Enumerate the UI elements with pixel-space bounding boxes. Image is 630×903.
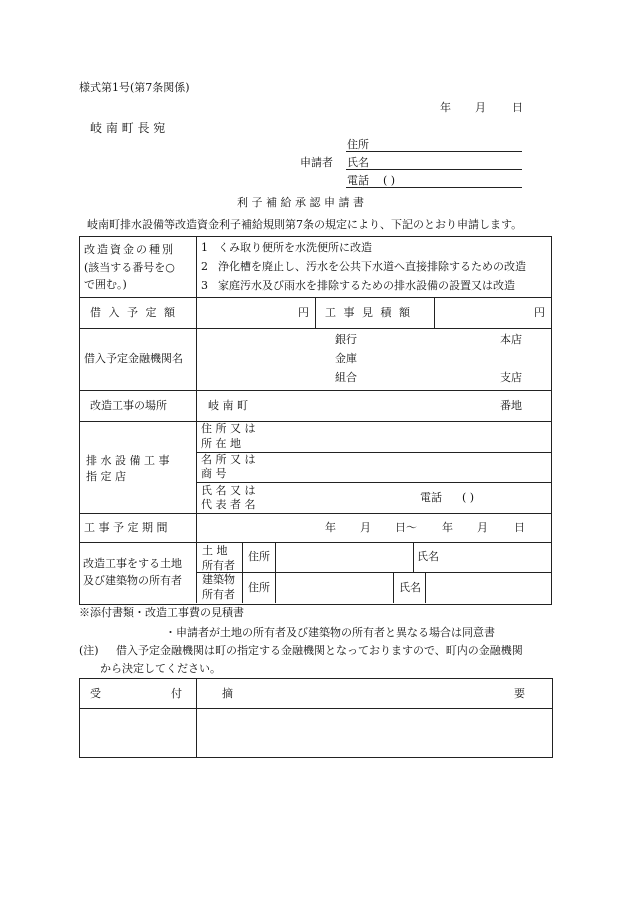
contractor-phone-label: 電話: [420, 491, 442, 504]
note-prefix: (注): [79, 644, 99, 657]
applicant-name-line[interactable]: [346, 169, 522, 170]
contractor-label-1: 排 水 設 備 工 事: [86, 454, 170, 467]
funding-option-1: くみ取り便所を水洗便所に改造: [218, 241, 372, 254]
location-town: 岐 南 町: [208, 399, 248, 412]
date-day-label: 日: [512, 101, 523, 114]
applicant-phone-label: 電話: [347, 174, 369, 187]
funding-option-1-no[interactable]: 1: [201, 241, 208, 254]
applicant-address-line[interactable]: [346, 151, 522, 152]
institution-shinkin: 金庫: [335, 352, 357, 365]
institution-union: 組合: [335, 371, 357, 384]
funding-type-label-1: 改造資金の種別: [84, 243, 175, 256]
applicant-address-label: 住所: [347, 138, 369, 151]
schedule-year-2: 年: [442, 521, 453, 534]
location-label: 改造工事の場所: [90, 399, 167, 412]
schedule-day-2: 日: [514, 521, 525, 534]
contractor-name-label-2: 商 号: [201, 467, 227, 480]
schedule-month: 月: [360, 521, 371, 534]
loan-amount-label: 借 入 予 定 額: [90, 306, 177, 319]
funding-option-3: 家庭汚水及び雨水を排除するための排水設備の設置又は改造: [218, 279, 515, 292]
location-banchi: 番地: [500, 399, 522, 412]
land-owner-label-2: 所有者: [202, 559, 235, 572]
funding-option-2: 浄化槽を廃止し、汚水を公共下水道へ直接排除するための改造: [218, 260, 526, 273]
schedule-day-from: 日〜: [395, 521, 417, 534]
owners-label-2: 及び建築物の所有者: [83, 574, 182, 587]
building-owner-name-label: 氏名: [399, 581, 421, 594]
schedule-label: 工 事 予 定 期 間: [84, 521, 168, 534]
contractor-rep-label-2: 代 表 者 名: [201, 498, 256, 511]
contractor-name-label-1: 名 所 又 は: [201, 453, 256, 466]
building-owner-address-label: 住所: [248, 581, 270, 594]
loan-amount-unit: 円: [298, 306, 309, 319]
funding-type-label-3: で囲む。): [84, 278, 127, 291]
land-owner-address-label: 住所: [248, 550, 270, 563]
summary-area[interactable]: [197, 709, 551, 756]
funding-type-label-2: (該当する番号を○: [84, 261, 175, 274]
addressee: 岐 南 町 長 宛: [90, 121, 166, 135]
contractor-label-2: 指 定 店: [86, 470, 126, 483]
intro-text: 岐南町排水設備等改造資金利子補給規則第7条の規定により、下記のとおり申請します。: [87, 218, 523, 231]
applicant-label: 申請者: [300, 156, 333, 169]
estimate-unit: 円: [534, 306, 545, 319]
institution-branch: 支店: [500, 371, 522, 384]
schedule-year: 年: [325, 521, 336, 534]
applicant-phone-line[interactable]: [346, 187, 522, 188]
attachments-line-1: ※添付書類・改造工事費の見積書: [79, 606, 244, 619]
building-owner-label-2: 所有者: [202, 588, 235, 601]
date-month-label: 月: [475, 101, 486, 114]
contractor-rep-label-1: 氏 名 又 は: [201, 484, 256, 497]
receipt-label-1: 受: [90, 687, 101, 700]
date-year-label: 年: [440, 101, 451, 114]
applicant-name-label: 氏名: [347, 156, 369, 169]
attachments-line-2: ・申請者が土地の所有者及び建築物の所有者と異なる場合は同意書: [165, 626, 495, 639]
owners-label-1: 改造工事をする土地: [83, 557, 182, 570]
summary-label-2: 要: [514, 687, 525, 700]
receipt-stamp-area[interactable]: [80, 709, 196, 756]
note-line-2: から決定してください。: [100, 662, 221, 675]
form-number: 様式第1号(第7条関係): [79, 81, 190, 94]
institution-head-office: 本店: [500, 333, 522, 346]
receipt-label-2: 付: [171, 687, 182, 700]
estimate-label: 工 事 見 積 額: [325, 306, 412, 319]
contractor-address-label-1: 住 所 又 は: [201, 422, 256, 435]
land-owner-name-label: 氏名: [417, 550, 439, 563]
institution-bank: 銀行: [335, 333, 357, 346]
note-line-1: 借入予定金融機関は町の指定する金融機関となっておりますので、町内の金融機関: [116, 644, 523, 657]
institution-label: 借入予定金融機関名: [84, 352, 183, 365]
building-owner-label-1: 建築物: [202, 573, 235, 586]
contractor-phone-parens: ( ): [462, 491, 475, 504]
summary-label-1: 摘: [222, 687, 233, 700]
schedule-month-2: 月: [477, 521, 488, 534]
land-owner-label-1: 土 地: [202, 544, 228, 557]
contractor-address-label-2: 所 在 地: [201, 437, 241, 450]
form-title: 利 子 補 給 承 認 申 請 書: [237, 196, 364, 209]
applicant-phone-parens: ( ): [383, 174, 396, 187]
funding-option-3-no[interactable]: 3: [201, 279, 208, 292]
funding-option-2-no[interactable]: 2: [201, 260, 208, 273]
